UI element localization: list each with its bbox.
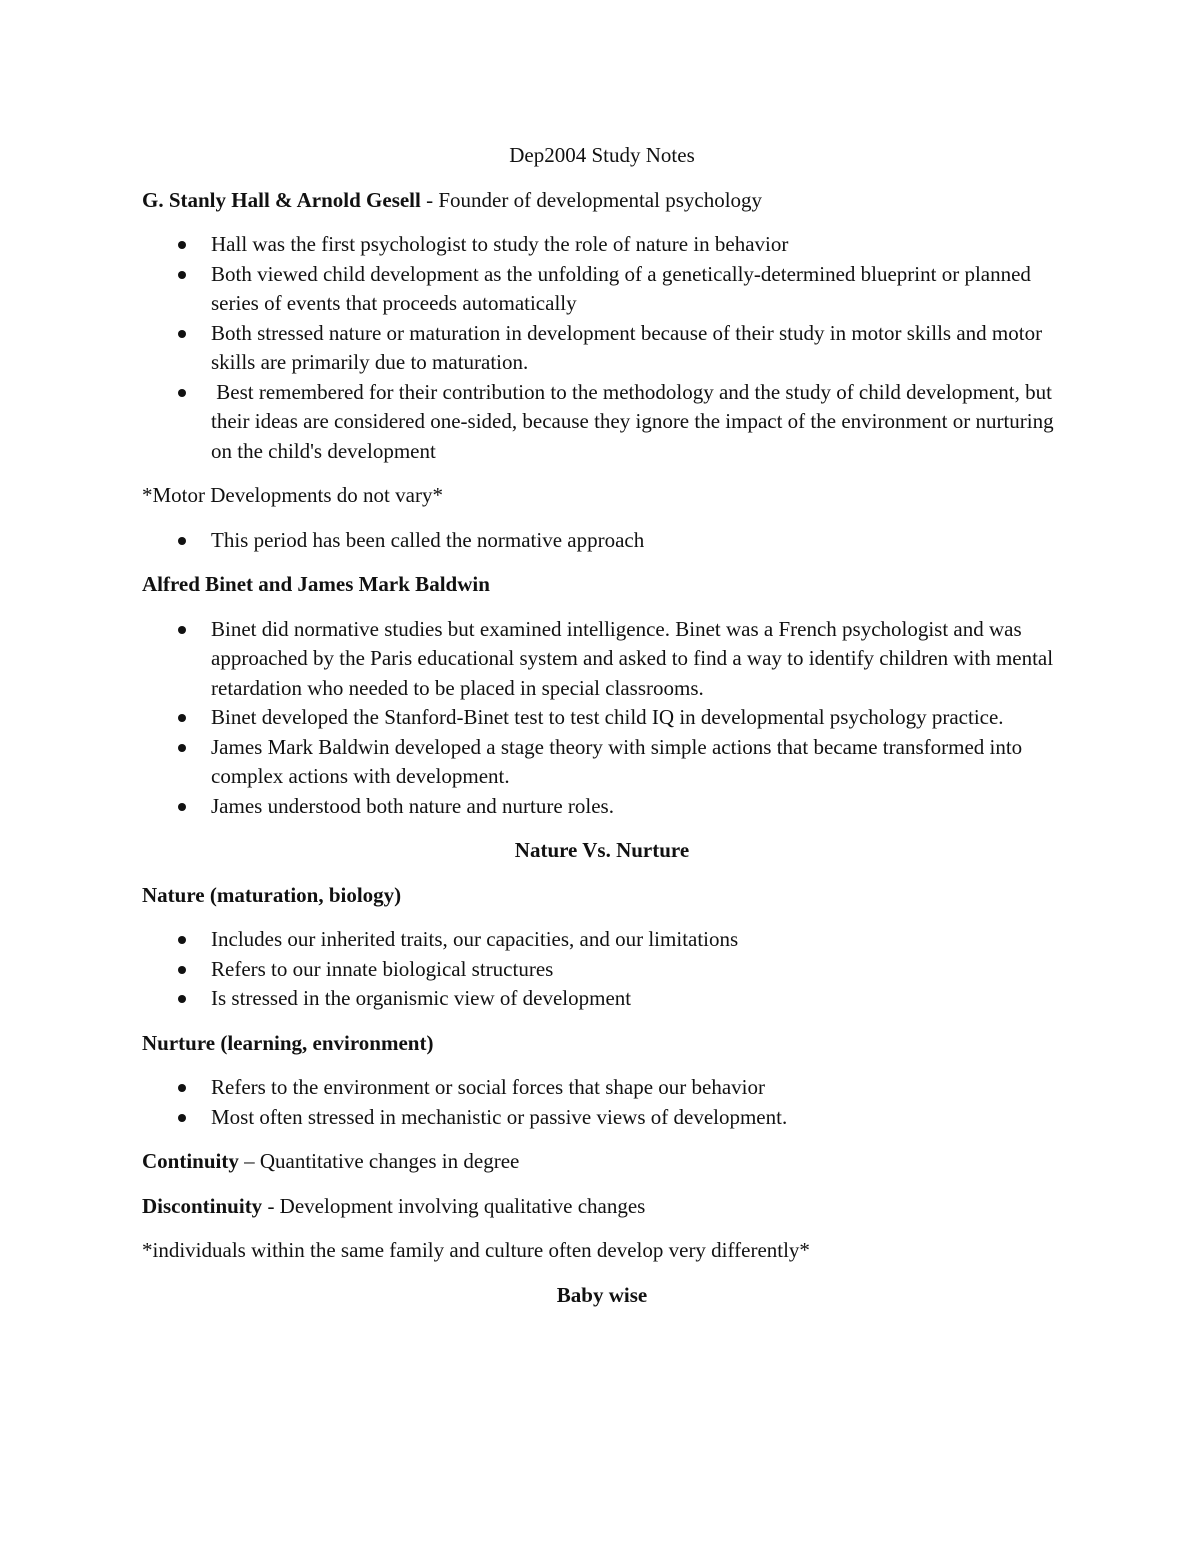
list-item: James understood both nature and nurture roles. (142, 792, 1062, 822)
discontinuity-definition (142, 1192, 1062, 1222)
list-item: Both viewed child development as the unfolding of a genetically-determined blueprint or planned series of events that proceeds automatically (142, 260, 1062, 319)
bullet-icon (178, 537, 186, 545)
document-title: Dep2004 Study Notes (509, 143, 695, 167)
list-item: Most often stressed in mechanistic or passive views of development. (142, 1103, 1062, 1133)
list-item: Hall was the first psychologist to study the role of nature in behavior (142, 230, 1062, 260)
bullet-icon (178, 1114, 186, 1122)
nature-vs-nurture-heading: Nature Vs. Nurture (514, 838, 690, 862)
list-item: Both stressed nature or maturation in development because of their study in motor skills and motor skills are primarily due to maturation. (142, 319, 1062, 378)
list-item: Best remembered for their contribution to the methodology and the study of child development, but their ideas are considered one-sided, because they ignore the impact of the environment or nurturing on the child's development (142, 378, 1062, 467)
list-item: Refers to our innate biological structures (142, 955, 1062, 985)
bullet-icon (178, 966, 186, 974)
bullet-icon (178, 241, 186, 249)
baby-wise-heading: Baby wise (556, 1282, 648, 1307)
bullet-icon (178, 936, 186, 944)
bullet-icon (178, 330, 186, 338)
bullet-icon (178, 389, 186, 397)
section2-bullet-list (142, 615, 1062, 822)
individuals-note: *individuals within the same family and culture often develop very differently* (142, 1238, 810, 1262)
section1-lead-rest: - Founder of developmental psychology (420, 187, 763, 212)
bullet-icon (178, 744, 186, 752)
nurture-heading: Nurture (learning, environment) (142, 1030, 434, 1055)
continuity-text: – Quantitative changes in degree (238, 1149, 520, 1173)
discontinuity-text: - Development involving qualitative changes (262, 1193, 646, 1218)
list-item: Refers to the environment or social forces that shape our behavior (142, 1073, 1062, 1103)
document-page (142, 141, 1062, 1325)
continuity-term: Continuity (142, 1149, 239, 1173)
motor-note: *Motor Developments do not vary* (142, 483, 443, 507)
discontinuity-term: Discontinuity (142, 1193, 263, 1218)
nature-heading: Nature (maturation, biology) (142, 882, 402, 907)
list-item: Is stressed in the organismic view of development (142, 984, 1062, 1014)
bullet-icon (178, 714, 186, 722)
list-item: Binet did normative studies but examined intelligence. Binet was a French psychologist and was approached by the Paris educational system and asked to find a way to identify children with mental retardation who needed to be placed in special classrooms. (142, 615, 1062, 704)
section1-bullet-list (142, 230, 1062, 466)
bullet-icon (178, 803, 186, 811)
list-item: Includes our inherited traits, our capacities, and our limitations (142, 925, 1062, 955)
nurture-bullet-list (142, 1073, 1062, 1132)
bullet-icon (178, 1084, 186, 1092)
continuity-definition (142, 1147, 1062, 1177)
list-item: This period has been called the normative approach (142, 526, 1062, 556)
motor-bullet-list (142, 526, 1062, 556)
bullet-icon (178, 995, 186, 1003)
section1-lead (142, 186, 1062, 216)
list-item: Binet developed the Stanford-Binet test to test child IQ in developmental psychology practice. (142, 703, 1062, 733)
nature-bullet-list (142, 925, 1062, 1014)
bullet-icon (178, 626, 186, 634)
bullet-icon (178, 271, 186, 279)
list-item: James Mark Baldwin developed a stage theory with simple actions that became transformed into complex actions with development. (142, 733, 1062, 792)
section1-lead-bold: G. Stanly Hall & Arnold Gesell (142, 187, 421, 212)
section2-heading: Alfred Binet and James Mark Baldwin (142, 572, 490, 596)
